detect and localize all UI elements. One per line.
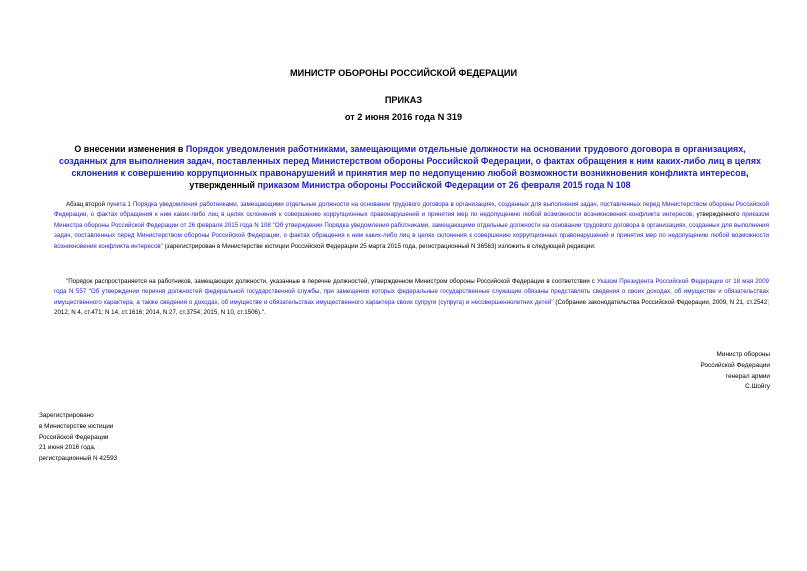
para1-text-2: , утвержденного bbox=[692, 211, 743, 219]
registration-line-1: Зарегистрировано bbox=[39, 412, 94, 419]
title-link-order[interactable]: приказом Министра обороны Российской Федерации от 26 февраля 2015 года N 108 bbox=[257, 180, 631, 190]
signature-line-2: Российской Федерации bbox=[700, 361, 770, 369]
signature-line-3: генерал армии bbox=[725, 372, 770, 380]
para1-link-clause[interactable]: пункта 1 Порядка уведомления работниками, замещающими отдельные должности на основании трудового договора в организациях, созданных для выполнения задач, поставленных перед Министерством обороны Российской Федерации, о фактах обращения к ним каких-либо лиц в целях склонения к совершению коррупционных правонарушений и принятия мер по недопущению любой возможности возникновения конфликта интересов bbox=[54, 201, 769, 219]
date-number: от 2 июня 2016 года N 319 bbox=[344, 112, 463, 122]
registration-line-5: регистрационный N 42593 bbox=[39, 455, 118, 463]
para1-link-order[interactable]: приказом Министра обороны Российской Федерации от 26 февраля 2015 года N 108 "Об утверждении Порядка уведомления работниками, замещающими отдельные должности на основании трудового договора в организациях, созданных для выполнения задач, поставленных перед Министерством обороны Российской Федерации, о фактах обращения к ним каких-либо лиц в целях склонения к совершению коррупционных правонарушений и принятия мер по недопущению любой возможности возникновения конфликта интересов" bbox=[54, 211, 770, 250]
title-text-1: О внесении изменения в bbox=[74, 144, 186, 154]
registration-line-3: Российской Федерации bbox=[39, 433, 109, 441]
title-text-2: , утвержденный bbox=[189, 168, 749, 190]
signature-line-1: Министр обороны bbox=[716, 351, 770, 358]
title-link-procedure[interactable]: Порядок уведомления работниками, замещающими отдельные должности на основании трудового договора в организациях, созданных для выполнения задач, поставленных перед Министерством обороны Российской Федерации, о фактах обращения к ним каких-либо лиц в целях склонения к совершению коррупционных правонарушений и принятия мер по недопущению любой возможности возникновения конфликта интересов bbox=[59, 144, 761, 178]
registration-block bbox=[39, 411, 239, 465]
ministry-heading: МИНИСТР ОБОРОНЫ РОССИЙСКОЙ ФЕДЕРАЦИИ bbox=[289, 68, 518, 78]
para1-text-1: Абзац второй bbox=[66, 201, 107, 208]
paragraph-2 bbox=[54, 277, 769, 319]
para2-link-decree[interactable]: Указом Президента Российской Федерации от 18 мая 2009 года N 557 "Об утверждении перечня должностей федеральной государственной службы, при замещении которых федеральные государственные служащие обязаны представлять сведения о своих доходах, об имуществе и обязательствах имущественного характера, а также сведения о доходах, об имуществе и обязательствах имущественного характера своих супруги (супруга) и несовершеннолетних детей" bbox=[54, 278, 769, 306]
signature-line-4: С.Шойгу bbox=[745, 383, 770, 391]
registration-line-2: в Министерстве юстиции bbox=[39, 422, 114, 430]
document-title bbox=[50, 143, 770, 191]
registration-line-4: 21 июня 2016 года, bbox=[39, 444, 96, 452]
document-type: ПРИКАЗ bbox=[384, 95, 423, 105]
para2-text-2: (Собрание законодательства Российской Федерации, 2009, N 21, ст.2542; 2012, N 4, ст.471; N 14, ст.1616; 2014, N 27, ст.3754; 2015, N 10, ст.1506).". bbox=[54, 298, 770, 317]
paragraph-1 bbox=[54, 200, 769, 252]
para1-text-3: (зарегистрирован в Министерстве юстиции Российской Федерации 25 марта 2015 года, регистрационный N 36563) изложить в следующей редакции: bbox=[162, 242, 596, 250]
signature-block bbox=[590, 350, 770, 393]
para2-text-1: "Порядок распространяется на работников, замещающих должности, указанные в перечне должностей, утвержденном Министром обороны Российской Федерации в соответствии с bbox=[66, 278, 597, 285]
